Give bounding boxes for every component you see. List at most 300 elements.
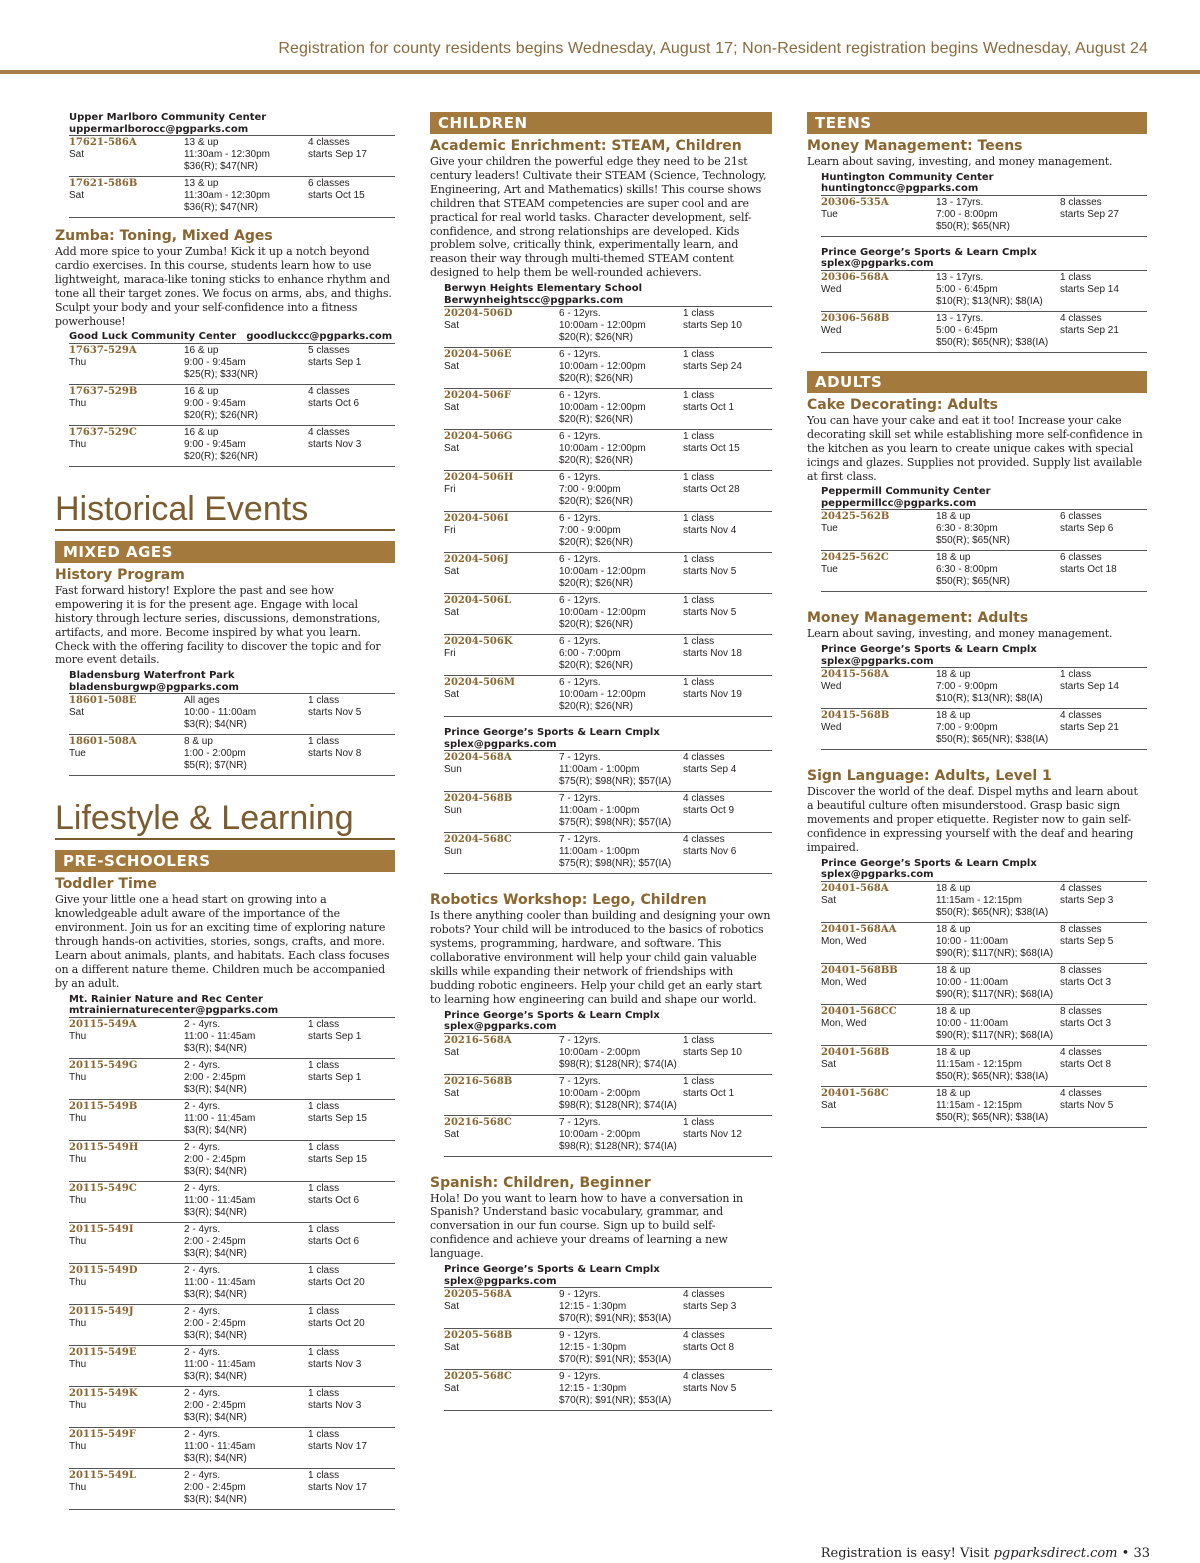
center-name: Prince George’s Sports & Learn Cmplx	[444, 727, 660, 739]
start-date: starts Sep 27	[1060, 208, 1119, 220]
start-date: starts Oct 28	[683, 484, 740, 496]
fee: $75(R); $98(NR); $57(IA)	[559, 776, 672, 788]
meeting-day: Thu	[69, 1194, 87, 1206]
start-date: starts Oct 1	[683, 1087, 735, 1099]
course-code[interactable]: 20425-562B	[821, 511, 890, 523]
meeting-time: 9:00 - 9:45am	[184, 397, 246, 409]
center-email: goodluckcc@pgparks.com	[246, 331, 393, 343]
start-date: starts Nov 5	[683, 1383, 737, 1395]
fee: $3(R); $4(NR)	[184, 1288, 247, 1300]
offering-row	[444, 511, 772, 552]
course-code[interactable]: 20204-568A	[444, 752, 512, 764]
start-date: starts Oct 8	[1060, 1058, 1112, 1070]
offering-row	[69, 384, 395, 425]
offering-row	[444, 1074, 772, 1115]
start-date: starts Nov 5	[308, 707, 362, 719]
center-email: splex@pgparks.com	[444, 738, 557, 750]
course-code[interactable]: 17637-529B	[69, 385, 138, 397]
offering-row	[821, 881, 1147, 922]
course-code[interactable]: 20306-568A	[821, 271, 889, 283]
course-code[interactable]: 20115-549A	[69, 1018, 137, 1030]
meeting-time: 11:00 - 11:45am	[184, 1440, 256, 1452]
start-date: starts Oct 20	[308, 1317, 365, 1329]
meeting-time: 10:00am - 12:00pm	[559, 566, 646, 578]
fee: $20(R); $26(NR)	[559, 373, 633, 385]
meeting-time: 11:00am - 1:00pm	[559, 805, 640, 817]
course-code[interactable]: 20115-549I	[69, 1223, 134, 1235]
course-code[interactable]: 20115-549C	[69, 1182, 137, 1194]
course-code[interactable]: 20204-506E	[444, 349, 512, 361]
course-code[interactable]: 20115-549J	[69, 1305, 134, 1317]
registration-note: Registration for county residents begins Wednesday, August 17; Non-Resident registration begins Wednesday, August 24	[278, 40, 1148, 57]
offering-row	[821, 1086, 1147, 1128]
start-date: starts Sep 3	[1060, 894, 1114, 906]
course-code[interactable]: 20204-506H	[444, 472, 514, 484]
fee: $20(R); $26(NR)	[559, 537, 633, 549]
class-count: 1 class	[683, 554, 715, 566]
meeting-time: 11:15am - 12:15pm	[936, 1099, 1022, 1111]
offering-row	[444, 429, 772, 470]
meeting-time: 5:00 - 6:45pm	[936, 283, 998, 295]
meeting-day: Sat	[69, 707, 85, 719]
meeting-time: 2:00 - 2:45pm	[184, 1317, 246, 1329]
course-code[interactable]: 20115-549G	[69, 1059, 138, 1071]
course-code[interactable]: 20204-506G	[444, 431, 513, 443]
fee: $20(R); $26(NR)	[559, 660, 633, 672]
course-code[interactable]: 20204-506K	[444, 636, 513, 648]
start-date: starts Oct 6	[308, 397, 360, 409]
class-count: 1 class	[683, 390, 715, 402]
center-email: bladensburgwp@pgparks.com	[69, 681, 239, 693]
age-range: 6 - 12yrs.	[559, 431, 601, 443]
meeting-time: 5:00 - 6:45pm	[936, 324, 998, 336]
course-code[interactable]: 20115-549D	[69, 1264, 138, 1276]
start-date: starts Oct 3	[1060, 1017, 1112, 1029]
meeting-day: Sat	[444, 566, 460, 578]
program-title: Spanish: Children, Beginner	[430, 1174, 651, 1191]
meeting-time: 10:00am - 12:00pm	[559, 361, 646, 373]
class-count: 1 class	[308, 1018, 340, 1030]
class-count: 1 class	[308, 1182, 340, 1194]
meeting-day: Thu	[69, 1071, 87, 1083]
meeting-time: 9:00 - 9:45am	[184, 356, 246, 368]
course-code[interactable]: 20205-568A	[444, 1289, 512, 1301]
class-count: 1 class	[1060, 669, 1092, 681]
fee: $90(R); $117(NR); $68(IA)	[936, 988, 1054, 1000]
fee: $20(R); $26(NR)	[559, 496, 633, 508]
meeting-day: Wed	[821, 324, 842, 336]
course-code[interactable]: 20204-568C	[444, 834, 512, 846]
start-date: starts Sep 3	[683, 1301, 737, 1313]
fee: $90(R); $117(NR); $68(IA)	[936, 1029, 1054, 1041]
class-count: 8 classes	[1060, 923, 1102, 935]
start-date: starts Sep 10	[683, 320, 742, 332]
offering-row	[69, 135, 395, 176]
offering-row	[821, 550, 1147, 592]
meeting-day: Thu	[69, 1276, 87, 1288]
meeting-time: 2:00 - 2:45pm	[184, 1071, 246, 1083]
class-count: 4 classes	[683, 1289, 725, 1301]
fee: $50(R); $65(NR)	[936, 576, 1010, 588]
course-code[interactable]: 18601-508A	[69, 736, 137, 748]
page-footer	[821, 1546, 1150, 1561]
meeting-time: 7:00 - 9:00pm	[559, 525, 621, 537]
course-code[interactable]: 20306-535A	[821, 196, 889, 208]
class-count: 1 class	[683, 349, 715, 361]
age-range: 2 - 4yrs.	[184, 1428, 221, 1440]
age-range: 13 & up	[184, 178, 219, 189]
course-code[interactable]: 20216-568C	[444, 1116, 512, 1128]
course-code[interactable]: 20115-549H	[69, 1141, 139, 1153]
start-date: starts Nov 5	[1060, 1099, 1114, 1111]
class-count: 8 classes	[1060, 196, 1102, 208]
meeting-day: Sat	[444, 320, 460, 332]
offering-list	[807, 509, 1147, 592]
meeting-day: Sat	[444, 1301, 460, 1313]
meeting-day: Thu	[69, 356, 87, 368]
fee: $36(R); $47(NR)	[184, 161, 258, 172]
age-range: 18 & up	[936, 552, 971, 564]
offering-row	[444, 306, 772, 347]
center-info	[69, 112, 395, 135]
meeting-day: Thu	[69, 1030, 87, 1042]
course-code[interactable]: 20306-568B	[821, 312, 890, 324]
fee: $5(R); $7(NR)	[184, 760, 247, 772]
age-range: 13 - 17yrs.	[936, 271, 984, 283]
center-info	[444, 727, 772, 750]
start-date: starts Nov 19	[683, 689, 742, 701]
fee: $3(R); $4(NR)	[184, 1411, 247, 1423]
fee: $3(R); $4(NR)	[184, 1370, 247, 1382]
meeting-day: Sat	[444, 443, 460, 455]
course-code[interactable]: 20204-506L	[444, 595, 511, 607]
offering-list	[55, 343, 395, 467]
course-code[interactable]: 18601-508E	[69, 695, 137, 707]
class-count: 1 class	[683, 513, 715, 525]
fee: $3(R); $4(NR)	[184, 1124, 247, 1136]
age-range: 7 - 12yrs.	[559, 793, 601, 805]
course-code[interactable]: 20115-549K	[69, 1387, 138, 1399]
course-code[interactable]: 20115-549F	[69, 1428, 136, 1440]
class-count: 1 class	[308, 695, 340, 707]
center-email: splex@pgparks.com	[821, 258, 934, 270]
course-code[interactable]: 20216-568A	[444, 1034, 512, 1046]
fee: $20(R); $26(NR)	[184, 450, 258, 462]
course-code[interactable]: 20205-568B	[444, 1330, 513, 1342]
center-info	[444, 283, 772, 306]
age-band: CHILDREN	[430, 112, 772, 134]
fee: $20(R); $26(NR)	[559, 455, 633, 467]
class-count: 4 classes	[308, 426, 350, 438]
meeting-day: Sat	[444, 1383, 460, 1395]
age-range: 7 - 12yrs.	[559, 834, 601, 846]
start-date: starts Oct 20	[308, 1276, 365, 1288]
course-code[interactable]: 20415-568A	[821, 669, 889, 681]
start-date: starts Sep 1	[308, 356, 362, 368]
start-date: starts Sep 5	[1060, 935, 1114, 947]
class-count: 4 classes	[683, 752, 725, 764]
start-date: starts Sep 15	[308, 1153, 367, 1165]
age-range: 2 - 4yrs.	[184, 1264, 221, 1276]
course-code[interactable]: 20204-506D	[444, 308, 513, 320]
center-name: Huntington Community Center	[821, 171, 994, 183]
meeting-time: 10:00am - 12:00pm	[559, 402, 646, 414]
class-count: 1 class	[683, 472, 715, 484]
offering-row	[69, 1345, 395, 1386]
offering-list	[430, 306, 772, 717]
age-range: 6 - 12yrs.	[559, 390, 601, 402]
start-date: starts Oct 8	[683, 1342, 735, 1354]
program-description: Give your little one a head start on growing into a knowledgeable adult aware of the importance of the environment. Join us for an exciting time of exploring nature through hands-on activities, stories, songs, crafts, and more. Learn about animals, plants, and habitats. Each class focuses on a different nature theme. Children much be accompanied by an adult.	[55, 893, 390, 990]
offering-row	[444, 1287, 772, 1328]
start-date: starts Oct 15	[308, 190, 365, 201]
center-email: splex@pgparks.com	[821, 869, 934, 881]
start-date: starts Sep 17	[308, 149, 367, 160]
class-count: 1 class	[308, 1141, 340, 1153]
course-code[interactable]: 20115-549E	[69, 1346, 137, 1358]
meeting-time: 12:15 - 1:30pm	[559, 1342, 627, 1354]
offering-row	[69, 734, 395, 776]
start-date: starts Nov 3	[308, 438, 362, 450]
age-range: 6 - 12yrs.	[559, 595, 601, 607]
meeting-day: Sat	[444, 361, 460, 373]
age-range: 2 - 4yrs.	[184, 1182, 221, 1194]
page-number: • 33	[1121, 1546, 1150, 1561]
center-email: peppermillcc@pgparks.com	[821, 497, 977, 509]
fee: $50(R); $65(NR); $38(IA)	[936, 906, 1049, 918]
fee: $3(R); $4(NR)	[184, 719, 247, 731]
fee: $98(R); $128(NR); $74(IA)	[559, 1099, 677, 1111]
meeting-time: 7:00 - 9:00pm	[936, 681, 998, 693]
fee: $50(R); $65(NR); $38(IA)	[936, 1070, 1049, 1082]
fee: $3(R); $4(NR)	[184, 1452, 247, 1464]
class-count: 4 classes	[683, 1330, 725, 1342]
age-range: 2 - 4yrs.	[184, 1059, 221, 1071]
fee: $3(R); $4(NR)	[184, 1206, 247, 1218]
meeting-time: 10:00am - 2:00pm	[559, 1128, 641, 1140]
meeting-time: 10:00am - 2:00pm	[559, 1087, 641, 1099]
meeting-day: Tue	[69, 748, 86, 760]
offering-row	[69, 1468, 395, 1510]
offering-row	[69, 1263, 395, 1304]
start-date: starts Nov 3	[308, 1399, 362, 1411]
start-date: starts Oct 6	[308, 1194, 360, 1206]
meeting-time: 11:00am - 1:00pm	[559, 764, 640, 776]
center-info	[821, 644, 1147, 667]
course-code[interactable]: 17637-529A	[69, 344, 137, 356]
program-title: Toddler Time	[55, 876, 157, 893]
meeting-day: Sat	[444, 607, 460, 619]
class-count: 1 class	[683, 677, 715, 689]
age-range: 13 - 17yrs.	[936, 312, 984, 324]
meeting-time: 7:00 - 9:00pm	[936, 722, 998, 734]
age-range: 6 - 12yrs.	[559, 308, 601, 320]
meeting-time: 7:00 - 9:00pm	[559, 484, 621, 496]
meeting-time: 10:00am - 12:00pm	[559, 320, 646, 332]
age-range: 2 - 4yrs.	[184, 1141, 221, 1153]
start-date: starts Oct 18	[1060, 564, 1117, 576]
fee: $50(R); $65(NR)	[936, 220, 1010, 232]
meeting-day: Wed	[821, 283, 842, 295]
meeting-time: 2:00 - 2:45pm	[184, 1235, 246, 1247]
meeting-day: Thu	[69, 1112, 87, 1124]
fee: $25(R); $33(NR)	[184, 368, 258, 380]
center-info	[69, 670, 395, 693]
class-count: 4 classes	[683, 793, 725, 805]
class-count: 4 classes	[683, 834, 725, 846]
meeting-time: 10:00am - 2:00pm	[559, 1046, 641, 1058]
center-name: Prince George’s Sports & Learn Cmplx	[821, 246, 1037, 258]
column-right	[807, 112, 1147, 1138]
course-code[interactable]: 20216-568B	[444, 1075, 513, 1087]
fee: $98(R); $128(NR); $74(IA)	[559, 1058, 677, 1070]
fee: $10(R); $13(NR); $8(IA)	[936, 693, 1043, 705]
age-range: 18 & up	[936, 511, 971, 523]
program-title: History Program	[55, 566, 185, 583]
age-range: 2 - 4yrs.	[184, 1387, 221, 1399]
meeting-time: 2:00 - 2:45pm	[184, 1399, 246, 1411]
course-code[interactable]: 20401-568C	[821, 1087, 889, 1099]
offering-row	[444, 1033, 772, 1074]
start-date: starts Nov 8	[308, 748, 362, 760]
course-code[interactable]: 20401-568A	[821, 882, 889, 894]
program-description: Learn about saving, investing, and money management.	[807, 155, 1113, 168]
offering-row	[444, 1328, 772, 1369]
course-code[interactable]: 20204-506M	[444, 677, 515, 689]
meeting-time: 10:00 - 11:00am	[184, 707, 257, 719]
meeting-time: 10:00 - 11:00am	[936, 935, 1009, 947]
meeting-day: Mon, Wed	[821, 976, 867, 988]
start-date: starts Sep 24	[683, 361, 742, 373]
center-name: Prince George’s Sports & Learn Cmplx	[821, 857, 1037, 869]
start-date: starts Sep 1	[308, 1071, 362, 1083]
course-code[interactable]: 20115-549L	[69, 1469, 136, 1481]
meeting-day: Sat	[444, 402, 460, 414]
course-code[interactable]: 20401-568AA	[821, 923, 897, 935]
fee: $20(R); $26(NR)	[559, 619, 633, 631]
meeting-time: 11:30am - 12:30pm	[184, 149, 270, 160]
course-code[interactable]: 20415-568B	[821, 710, 890, 722]
course-code[interactable]: 20204-506F	[444, 390, 511, 402]
course-code[interactable]: 17621-586A	[69, 137, 137, 148]
center-name: Upper Marlboro Community Center	[69, 112, 267, 123]
course-code[interactable]: 20204-506I	[444, 513, 509, 525]
meeting-time: 6:00 - 7:00pm	[559, 648, 621, 660]
offering-row	[69, 425, 395, 467]
class-count: 6 classes	[308, 178, 350, 189]
course-code[interactable]: 20204-568B	[444, 793, 513, 805]
course-code[interactable]: 20115-549B	[69, 1100, 138, 1112]
meeting-day: Thu	[69, 1153, 87, 1165]
meeting-day: Fri	[444, 525, 456, 537]
meeting-day: Sat	[444, 1087, 460, 1099]
footer-lead: Registration is easy!	[820, 1546, 956, 1561]
age-range: 9 - 12yrs.	[559, 1330, 601, 1342]
age-range: 18 & up	[936, 964, 971, 976]
meeting-day: Thu	[69, 1358, 87, 1370]
start-date: starts Oct 1	[683, 402, 735, 414]
footer-site-link[interactable]: pgparksdirect.com	[993, 1546, 1118, 1561]
fee: $50(R); $65(NR); $38(IA)	[936, 336, 1049, 348]
meeting-time: 10:00am - 12:00pm	[559, 443, 646, 455]
program-description: Fast forward history! Explore the past and see how empowering it is for the present age. Engage with local history through lecture series, discussions, demonstrations, artifacts, and more. Become inspired by what you learn. Check with the offering facility to discover the topic and for more event details.	[55, 583, 381, 667]
course-code[interactable]: 20205-568C	[444, 1371, 512, 1383]
class-count: 1 class	[308, 1059, 340, 1071]
course-code[interactable]: 20204-506J	[444, 554, 509, 566]
fee: $90(R); $117(NR); $68(IA)	[936, 947, 1054, 959]
meeting-day: Wed	[821, 722, 842, 734]
offering-row	[444, 470, 772, 511]
program-title: Robotics Workshop: Lego, Children	[430, 892, 707, 909]
age-range: 9 - 12yrs.	[559, 1289, 601, 1301]
course-code[interactable]: 20401-568BB	[821, 964, 898, 976]
age-range: 16 & up	[184, 426, 219, 438]
course-code[interactable]: 17637-529C	[69, 426, 137, 438]
meeting-time: 6:30 - 8:00pm	[936, 564, 998, 576]
fee: $20(R); $26(NR)	[184, 409, 258, 421]
class-count: 1 class	[308, 736, 340, 748]
meeting-time: 6:30 - 8:30pm	[936, 523, 998, 535]
center-name: Prince George’s Sports & Learn Cmplx	[444, 1264, 660, 1276]
start-date: starts Oct 3	[1060, 976, 1112, 988]
offering-row	[444, 552, 772, 593]
offering-row	[444, 634, 772, 675]
meeting-time: 2:00 - 2:45pm	[184, 1481, 246, 1493]
fee: $3(R); $4(NR)	[184, 1329, 247, 1341]
fee: $3(R); $4(NR)	[184, 1083, 247, 1095]
class-count: 1 class	[683, 595, 715, 607]
offering-row	[69, 1304, 395, 1345]
meeting-day: Fri	[444, 648, 456, 660]
age-band: TEENS	[807, 112, 1147, 134]
class-count: 1 class	[308, 1428, 340, 1440]
offering-list	[807, 667, 1147, 750]
offering-row	[444, 347, 772, 388]
start-date: starts Nov 3	[308, 1358, 362, 1370]
meeting-day: Thu	[69, 1399, 87, 1411]
course-code[interactable]: 20401-568CC	[821, 1005, 897, 1017]
course-code[interactable]: 20401-568B	[821, 1046, 890, 1058]
meeting-day: Sat	[444, 1046, 460, 1058]
age-range: 2 - 4yrs.	[184, 1018, 221, 1030]
program-title: Cake Decorating: Adults	[807, 396, 999, 413]
course-code[interactable]: 20425-562C	[821, 552, 889, 564]
fee: $75(R); $98(NR); $57(IA)	[559, 817, 672, 829]
column-left	[55, 112, 395, 1520]
offering-row	[69, 1386, 395, 1427]
course-code[interactable]: 17621-586B	[69, 178, 138, 189]
offering-row	[69, 1140, 395, 1181]
center-email: huntingtoncc@pgparks.com	[821, 183, 979, 195]
age-range: 6 - 12yrs.	[559, 636, 601, 648]
meeting-time: 11:00am - 1:00pm	[559, 846, 640, 858]
offering-row	[821, 311, 1147, 353]
age-range: 7 - 12yrs.	[559, 752, 601, 764]
footer-visit: Visit	[960, 1546, 990, 1561]
meeting-day: Sun	[444, 846, 462, 858]
offering-row	[69, 1427, 395, 1468]
program-description: Discover the world of the deaf. Dispel myths and learn about a beautiful culture often misunderstood. Grasp basic sign movements and proper etiquette. Register now to gain self-confidence in expressing yourself with the deaf and hearing impaired.	[807, 785, 1138, 854]
class-count: 4 classes	[1060, 710, 1102, 722]
offering-row	[444, 593, 772, 634]
center-info	[69, 331, 395, 343]
program-description: You can have your cake and eat it too! Increase your cake decorating skill set while establishing more self-confidence in the kitchen as you learn to create unique cakes with special icings and glazes. Supplies not provided. Supply list available at first class.	[807, 413, 1143, 483]
meeting-day: Tue	[821, 523, 838, 535]
center-email: Berwynheightscc@pgparks.com	[444, 294, 624, 306]
center-info	[821, 486, 1147, 509]
offering-row	[821, 270, 1147, 311]
meeting-day: Sat	[821, 1099, 837, 1111]
